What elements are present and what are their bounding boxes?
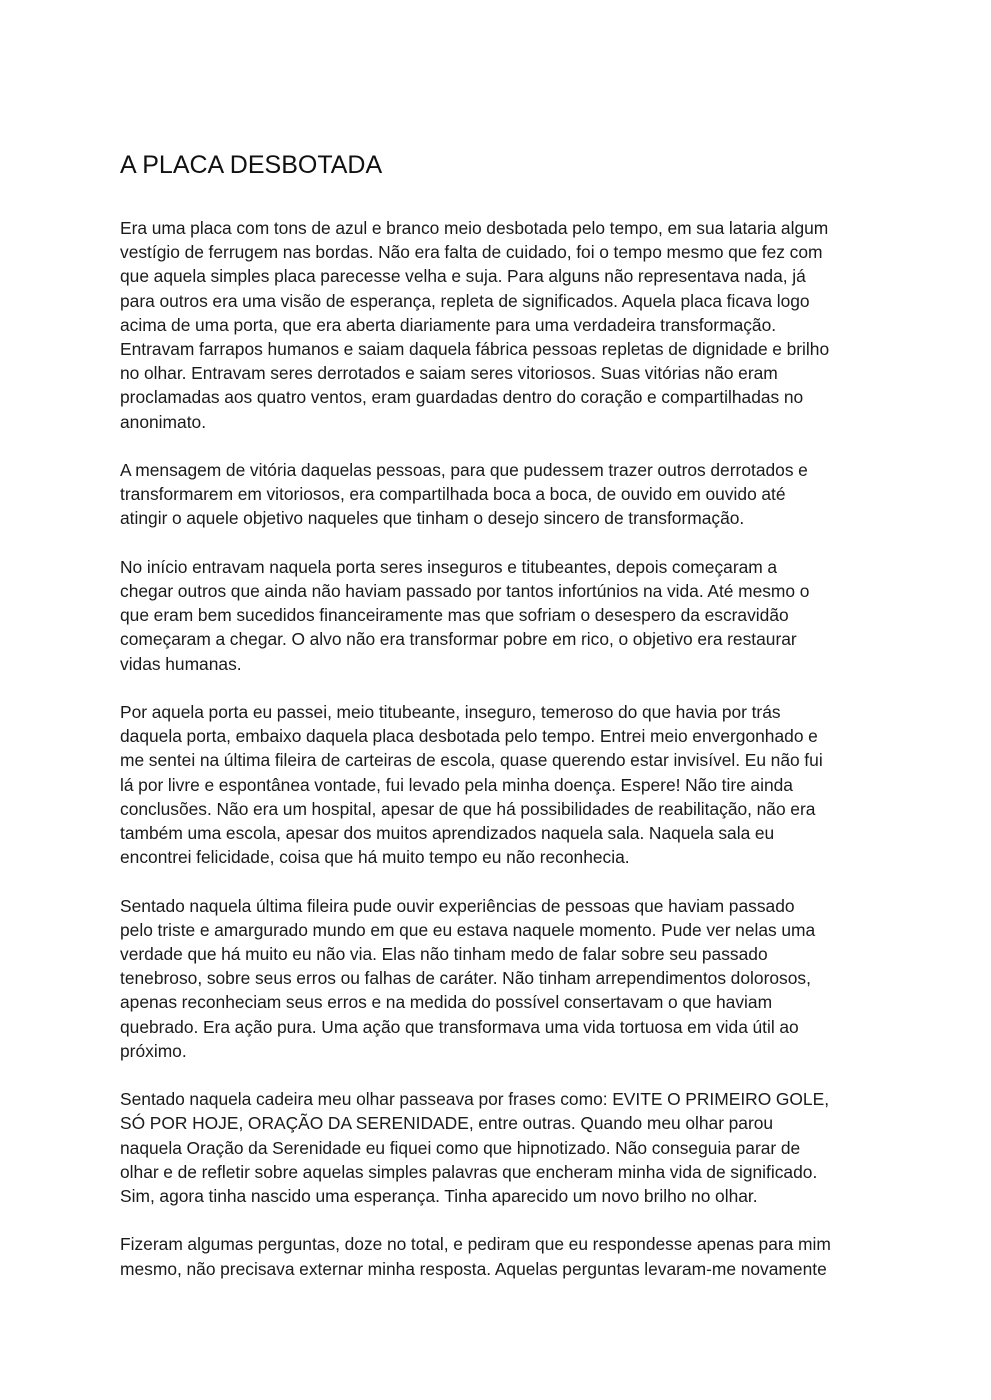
text-line: mesmo, não precisava externar minha resposta. Aquelas perguntas levaram-me novamente <box>120 1258 827 1279</box>
text-line: apenas reconheciam seus erros e na medida do possível consertavam o que haviam <box>120 992 773 1013</box>
text-line: Por aquela porta eu passei, meio titubeante, inseguro, temeroso do que havia por trás <box>120 702 781 723</box>
text-line: vestígio de ferrugem nas bordas. Não era falta de cuidado, foi o tempo mesmo que fez com <box>120 242 823 263</box>
text-line: no olhar. Entravam seres derrotados e saiam seres vitoriosos. Suas vitórias não eram <box>120 363 778 384</box>
text-line: Sim, agora tinha nascido uma esperança. Tinha aparecido um novo brilho no olhar. <box>120 1186 758 1207</box>
text-line: naquela Oração da Serenidade eu fiquei como que hipnotizado. Não conseguia parar de <box>120 1137 801 1158</box>
document-body <box>120 150 872 1305</box>
text-line: verdade que há muito eu não via. Elas não tinham medo de falar sobre seu passado <box>120 944 768 965</box>
text-line: A mensagem de vitória daquelas pessoas, para que pudessem trazer outros derrotados e <box>120 460 808 481</box>
text-line: chegar outros que ainda não haviam passado por tantos infortúnios na vida. Até mesmo o <box>120 581 810 602</box>
text-line: Sentado naquela cadeira meu olhar passeava por frases como: EVITE O PRIMEIRO GOLE, <box>120 1089 830 1110</box>
text-line: próximo. <box>120 1040 187 1061</box>
text-line: pelo triste e amargurado mundo em que eu estava naquele momento. Pude ver nelas uma <box>120 919 816 940</box>
text-line: atingir o aquele objetivo naqueles que tinham o desejo sincero de transformação. <box>120 508 745 529</box>
paragraph <box>120 216 872 434</box>
text-line: Sentado naquela última fileira pude ouvir experiências de pessoas que haviam passado <box>120 895 795 916</box>
text-line: conclusões. Não era um hospital, apesar de que há possibilidades de reabilitação, não era <box>120 798 816 819</box>
text-line: também uma escola, apesar dos muitos aprendizados naquela sala. Naquela sala eu <box>120 823 775 844</box>
paragraph <box>120 894 872 1063</box>
text-line: começaram a chegar. O alvo não era transformar pobre em rico, o objetivo era restaurar <box>120 629 797 650</box>
text-line: encontrei felicidade, coisa que há muito tempo eu não reconhecia. <box>120 847 630 868</box>
text-line: anonimato. <box>120 411 207 432</box>
text-line: Fizeram algumas perguntas, doze no total, e pediram que eu respondesse apenas para mim <box>120 1234 831 1255</box>
text-line: No início entravam naquela porta seres inseguros e titubeantes, depois começaram a <box>120 556 778 577</box>
paragraph <box>120 700 872 869</box>
text-line: acima de uma porta, que era aberta diariamente para uma verdadeira transformação. <box>120 314 777 335</box>
text-line: transformarem em vitoriosos, era compartilhada boca a boca, de ouvido em ouvido até <box>120 484 786 505</box>
paragraph <box>120 1232 872 1280</box>
text-line: Era uma placa com tons de azul e branco meio desbotada pelo tempo, em sua lataria algum <box>120 218 829 238</box>
text-line: que eram bem sucedidos financeiramente mas que sofriam o desespero da escravidão <box>120 605 789 626</box>
text-line: que aquela simples placa parecesse velha e suja. Para alguns não representava nada, já <box>120 266 806 287</box>
paragraph <box>120 555 872 676</box>
text-line: para outros era uma visão de esperança, repleta de significados. Aquela placa ficava logo <box>120 290 810 311</box>
paragraph <box>120 458 872 531</box>
text-line: proclamadas aos quatro ventos, eram guardadas dentro do coração e compartilhadas no <box>120 387 804 408</box>
text-line: SÓ POR HOJE, ORAÇÃO DA SERENIDADE, entre outras. Quando meu olhar parou <box>120 1113 774 1134</box>
text-line: me sentei na última fileira de carteiras de escola, quase querendo estar invisível. Eu não fui <box>120 750 823 771</box>
document-title: A PLACA DESBOTADA <box>120 151 383 179</box>
text-line: lá por livre e espontânea vontade, fui levado pela minha doença. Espere! Não tire ainda <box>120 774 793 795</box>
text-line: tenebroso, sobre seus erros ou falhas de caráter. Não tinham arrependimentos dolorosos, <box>120 968 811 989</box>
text-line: Entravam farrapos humanos e saiam daquela fábrica pessoas repletas de dignidade e brilho <box>120 339 830 360</box>
text-line: daquela porta, embaixo daquela placa desbotada pelo tempo. Entrei meio envergonhado e <box>120 726 818 747</box>
text-line: quebrado. Era ação pura. Uma ação que transformava uma vida tortuosa em vida útil ao <box>120 1016 799 1037</box>
text-line: olhar e de refletir sobre aquelas simples palavras que encheram minha vida de significado. <box>120 1161 818 1182</box>
text-line: vidas humanas. <box>120 653 242 674</box>
paragraph <box>120 1087 872 1208</box>
paragraph-container <box>120 216 872 1281</box>
